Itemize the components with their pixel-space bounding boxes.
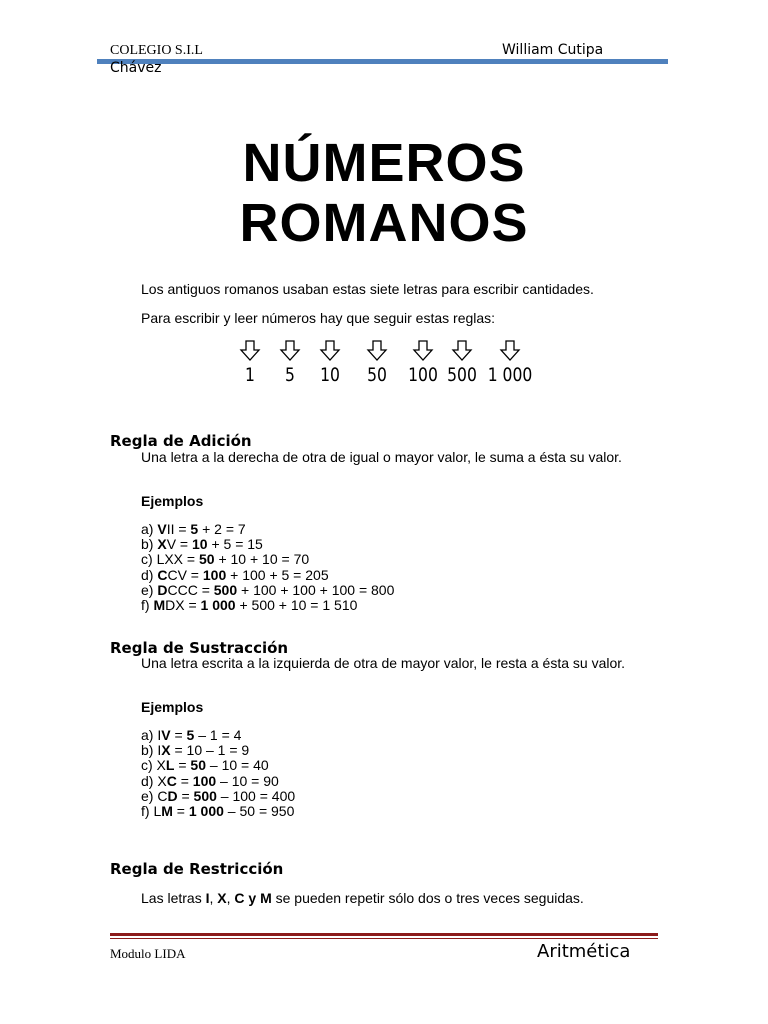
header-school: COLEGIO S.I.L: [110, 43, 203, 58]
down-arrow-icon: [366, 340, 388, 362]
examples-label-sustraccion: Ejemplos: [141, 699, 204, 715]
list-item: e) CD = 500 – 100 = 400: [141, 787, 296, 804]
footer-subject: Aritmética: [537, 941, 631, 962]
list-item: a) IV = 5 – 1 = 4: [141, 727, 242, 743]
numeral-value: 50: [367, 364, 387, 386]
numeral-value: 10: [320, 364, 340, 386]
rule-sustraccion-text: Una letra escrita a la izquierda de otra de mayor valor, le resta a ésta su valor.: [141, 655, 626, 671]
numeral-value: 1: [245, 364, 255, 386]
down-arrow-icon: [412, 340, 434, 362]
header-divider: [97, 59, 668, 64]
list-item: d) CCV = 100 + 100 + 5 = 205: [141, 566, 329, 583]
list-item: e) DCCC = 500 + 100 + 100 + 100 = 800: [141, 581, 395, 598]
list-item: a) VII = 5 + 2 = 7: [141, 521, 246, 537]
numeral-value: 1 000: [487, 364, 533, 386]
rule-adicion-text: Una letra a la derecha de otra de igual o mayor valor, le suma a ésta su valor.: [141, 449, 622, 465]
examples-label-adicion: Ejemplos: [141, 493, 204, 509]
down-arrow-icon: [499, 340, 521, 362]
numeral-item: [480, 340, 540, 386]
numeral-value: 5: [285, 364, 295, 386]
footer-divider: [110, 933, 658, 936]
down-arrow-icon: [279, 340, 301, 362]
heading-adicion: Regla de Adición: [110, 432, 252, 450]
list-item: c) LXX = 50 + 10 + 10 = 70: [141, 551, 310, 568]
footer-divider-thin: [110, 938, 658, 939]
list-item: f) MDX = 1 000 + 500 + 10 = 1 510: [141, 597, 358, 614]
examples-list-adicion: [141, 522, 394, 613]
title-line-2: ROMANOS: [239, 193, 529, 253]
numeral-value: 500: [447, 364, 477, 386]
intro-line-1: Los antiguos romanos usaban estas siete letras para escribir cantidades.: [141, 281, 594, 297]
list-item: c) XL = 50 – 10 = 40: [141, 757, 269, 774]
down-arrow-icon: [239, 340, 261, 362]
footer-module: Modulo LIDA: [110, 946, 186, 961]
list-item: b) XV = 10 + 5 = 15: [141, 536, 263, 553]
list-item: f) LM = 1 000 – 50 = 950: [141, 803, 295, 820]
numeral-values-row: [0, 340, 768, 396]
rule-restriccion-text: Las letras I, X, C y M se pueden repetir sólo dos o tres veces seguidas.: [141, 890, 584, 906]
list-item: d) XC = 100 – 10 = 90: [141, 772, 279, 789]
title-line-1: NÚMEROS: [242, 133, 526, 193]
down-arrow-icon: [319, 340, 341, 362]
numeral-value: 100: [408, 364, 438, 386]
header-author: William Cutipa: [502, 42, 604, 58]
down-arrow-icon: [451, 340, 473, 362]
page-title: [0, 133, 768, 253]
list-item: b) IX = 10 – 1 = 9: [141, 742, 250, 759]
header-author-surname: Chávez: [110, 60, 162, 76]
heading-restriccion: Regla de Restricción: [110, 860, 284, 878]
intro-line-2: Para escribir y leer números hay que seguir estas reglas:: [141, 310, 496, 326]
examples-list-sustraccion: [141, 728, 295, 819]
heading-sustraccion: Regla de Sustracción: [110, 639, 289, 657]
